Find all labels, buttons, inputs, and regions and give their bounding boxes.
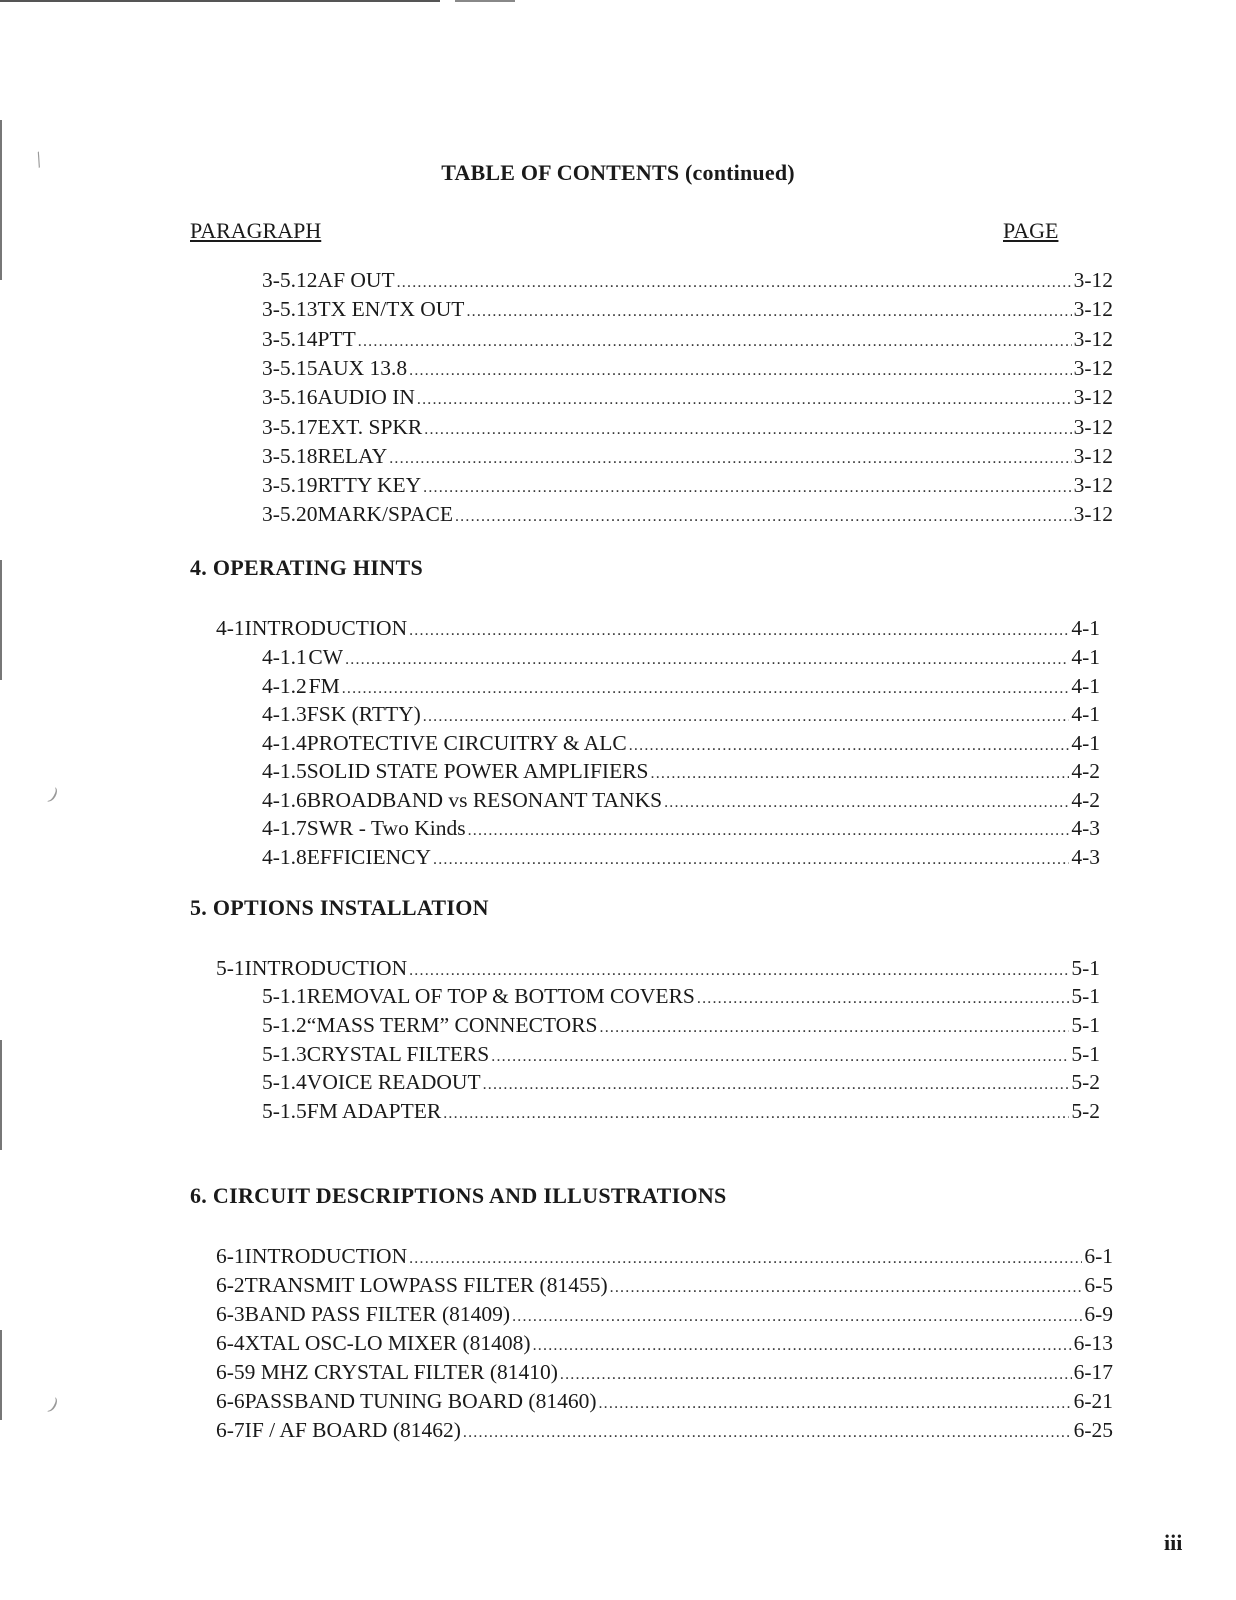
scan-artifact: ) xyxy=(45,784,62,807)
toc-entry-title: INTRODUCTION xyxy=(244,616,408,640)
toc-entry-title: SWR - Two Kinds xyxy=(306,816,466,840)
toc-entry xyxy=(262,500,1113,528)
toc-entry-page: 6-5 xyxy=(1084,1273,1113,1297)
toc-leader-dots xyxy=(423,703,1070,731)
toc-entry-page: 4-3 xyxy=(1071,816,1100,840)
toc-entry-page: 4-1 xyxy=(1071,616,1100,640)
toc-entry xyxy=(262,295,1113,323)
toc-entry xyxy=(262,786,1100,814)
page-number: iii xyxy=(1164,1530,1183,1555)
toc-entry-title: PTT xyxy=(317,326,356,351)
toc-entry-page: 3-12 xyxy=(1073,473,1113,498)
toc-entry xyxy=(262,413,1113,441)
toc-entry xyxy=(216,1329,1113,1357)
toc-entry-page: 4-2 xyxy=(1071,787,1100,812)
toc-entry-page: 6-25 xyxy=(1073,1418,1113,1442)
toc-leader-dots xyxy=(629,732,1070,760)
toc-entry xyxy=(216,614,1100,642)
toc-entry-title: XTAL OSC-LO MIXER (81408) xyxy=(244,1331,531,1355)
toc-entry-number: 4-1.8 xyxy=(262,844,307,869)
toc-entry xyxy=(262,266,1113,294)
toc-entry xyxy=(262,1068,1100,1096)
toc-entry xyxy=(262,700,1100,728)
toc-entry-page: 4-1 xyxy=(1071,730,1100,755)
toc-entry-title: EXT. SPKR xyxy=(317,414,423,439)
toc-entry xyxy=(216,1300,1113,1328)
toc-leader-dots xyxy=(389,445,1071,473)
toc-entry-title: CRYSTAL FILTERS xyxy=(306,1041,490,1066)
toc-entry xyxy=(216,1358,1113,1386)
toc-leader-dots xyxy=(409,1245,1082,1273)
toc-leader-dots xyxy=(397,269,1072,297)
toc-entry xyxy=(262,672,1100,700)
toc-entry xyxy=(262,471,1113,499)
toc-leader-dots xyxy=(409,357,1071,385)
toc-leader-dots xyxy=(600,1014,1070,1042)
toc-entry-page: 4-1 xyxy=(1071,673,1100,698)
toc-entry-number: 6-2 xyxy=(216,1273,245,1297)
toc-entry-title: CW xyxy=(308,645,344,669)
toc-leader-dots xyxy=(560,1361,1072,1389)
toc-entry xyxy=(216,1271,1113,1299)
toc-entry-title: TX EN/TX OUT xyxy=(317,297,465,322)
toc-leader-dots xyxy=(483,1071,1070,1099)
toc-entry-page: 3-12 xyxy=(1073,355,1113,380)
toc-entry-number: 3-5.18 xyxy=(262,443,318,468)
toc-entry-number: 6-7 xyxy=(216,1418,245,1442)
toc-entry-title: TRANSMIT LOWPASS FILTER (81455) xyxy=(244,1273,608,1297)
toc-entry xyxy=(216,954,1100,982)
toc-entry-title: AUDIO IN xyxy=(317,385,415,410)
toc-entry-title: RTTY KEY xyxy=(317,473,422,498)
toc-entry xyxy=(216,1416,1113,1444)
toc-entry-page: 3-12 xyxy=(1073,443,1113,468)
toc-entry-number: 3-5.13 xyxy=(262,297,318,322)
toc-leader-dots xyxy=(443,1100,1069,1128)
toc-entry-page: 6-21 xyxy=(1073,1389,1113,1413)
toc-entry xyxy=(262,843,1100,871)
toc-entry-page: 3-12 xyxy=(1073,414,1113,439)
toc-entry-number: 4-1.1 xyxy=(262,645,307,669)
toc-leader-dots xyxy=(433,846,1069,874)
toc-entry-title: INTRODUCTION xyxy=(244,956,408,980)
toc-entry-page: 5-2 xyxy=(1071,1099,1100,1124)
toc-entry-number: 6-1 xyxy=(216,1244,245,1268)
toc-entry-number: 3-5.14 xyxy=(262,326,318,351)
toc-entry-number: 5-1.2 xyxy=(262,1012,307,1037)
toc-leader-dots xyxy=(491,1043,1069,1071)
toc-entry-number: 3-5.20 xyxy=(262,502,318,527)
toc-entry-title: PROTECTIVE CIRCUITRY & ALC xyxy=(306,730,627,755)
toc-entry-page: 6-1 xyxy=(1084,1244,1113,1268)
toc-leader-dots xyxy=(466,298,1071,326)
toc-entry-number: 5-1 xyxy=(216,956,245,980)
toc-entry xyxy=(262,729,1100,757)
toc-entry-number: 3-5.17 xyxy=(262,414,318,439)
toc-leader-dots xyxy=(468,817,1070,845)
scan-edge-top xyxy=(0,0,440,2)
toc-leader-dots xyxy=(409,617,1069,645)
toc-entry xyxy=(262,757,1100,785)
section-heading-5: 5. OPTIONS INSTALLATION xyxy=(190,895,489,920)
toc-entry-page: 3-12 xyxy=(1073,268,1113,292)
toc-entry-number: 3-5.15 xyxy=(262,355,318,380)
scan-edge-left xyxy=(0,120,2,280)
toc-leader-dots xyxy=(424,416,1071,444)
toc-leader-dots xyxy=(342,675,1070,703)
toc-entry-number: 3-5.16 xyxy=(262,385,318,410)
toc-entry xyxy=(262,643,1100,671)
page-column-header: PAGE xyxy=(1003,218,1059,243)
toc-entry xyxy=(262,325,1113,353)
toc-leader-dots xyxy=(358,328,1072,356)
toc-entry-title: INTRODUCTION xyxy=(244,1244,408,1268)
toc-entry-page: 5-1 xyxy=(1071,1041,1100,1066)
toc-entry-title: RELAY xyxy=(317,443,388,468)
toc-leader-dots xyxy=(610,1274,1083,1302)
toc-leader-dots xyxy=(533,1332,1072,1360)
paragraph-column-header: PARAGRAPH xyxy=(190,218,322,243)
toc-entry-title: “MASS TERM” CONNECTORS xyxy=(306,1012,598,1037)
toc-leader-dots xyxy=(409,957,1069,985)
toc-entry xyxy=(262,354,1113,382)
toc-entry-page: 4-1 xyxy=(1071,702,1100,726)
toc-entry xyxy=(262,982,1100,1010)
toc-entry-page: 4-1 xyxy=(1071,645,1100,669)
toc-entry xyxy=(262,442,1113,470)
toc-entry-page: 6-17 xyxy=(1073,1360,1113,1384)
toc-entry-title: FM xyxy=(308,673,340,698)
toc-entry-title: REMOVAL OF TOP & BOTTOM COVERS xyxy=(306,984,695,1008)
toc-entry-number: 6-3 xyxy=(216,1302,245,1326)
scan-edge-top-fragment xyxy=(455,0,515,2)
toc-entry-number: 4-1 xyxy=(216,616,245,640)
toc-entry xyxy=(216,1387,1113,1415)
scan-edge-left xyxy=(0,1040,2,1150)
toc-entry-number: 5-1.3 xyxy=(262,1041,307,1066)
toc-leader-dots xyxy=(664,789,1069,817)
toc-entry-page: 5-2 xyxy=(1071,1070,1100,1095)
toc-entry-number: 4-1.4 xyxy=(262,730,307,755)
toc-entry-page: 5-1 xyxy=(1071,1012,1100,1037)
toc-entry xyxy=(262,1011,1100,1039)
toc-leader-dots xyxy=(463,1419,1072,1447)
section-heading-6: 6. CIRCUIT DESCRIPTIONS AND ILLUSTRATIONS xyxy=(190,1183,727,1208)
toc-entry-title: AF OUT xyxy=(317,268,395,292)
toc-entry-page: 4-3 xyxy=(1071,844,1100,869)
toc-entry-number: 3-5.19 xyxy=(262,473,318,498)
toc-entry-page: 5-1 xyxy=(1071,956,1100,980)
toc-entry-title: IF / AF BOARD (81462) xyxy=(244,1418,461,1442)
toc-leader-dots xyxy=(512,1303,1082,1331)
scan-artifact: ⁄ xyxy=(32,151,47,170)
toc-entry-page: 6-13 xyxy=(1073,1331,1113,1355)
scan-edge-left xyxy=(0,560,2,680)
toc-entry-page: 3-12 xyxy=(1073,326,1113,351)
toc-entry-number: 5-1.4 xyxy=(262,1070,307,1095)
toc-leader-dots xyxy=(345,646,1069,674)
toc-entry-title: VOICE READOUT xyxy=(306,1070,481,1095)
toc-leader-dots xyxy=(598,1390,1071,1418)
toc-entry-page: 3-12 xyxy=(1073,502,1113,527)
toc-entry-page: 6-9 xyxy=(1084,1302,1113,1326)
toc-entry-number: 4-1.3 xyxy=(262,702,307,726)
toc-entry-title: FSK (RTTY) xyxy=(306,702,421,726)
toc-entry-title: AUX 13.8 xyxy=(317,355,408,380)
scan-artifact: ) xyxy=(45,1394,62,1417)
toc-entry-page: 3-12 xyxy=(1073,297,1113,322)
toc-entry-page: 5-1 xyxy=(1071,984,1100,1008)
toc-entry-page: 3-12 xyxy=(1073,385,1113,410)
toc-entry-title: EFFICIENCY xyxy=(306,844,432,869)
toc-entry-title: FM ADAPTER xyxy=(306,1099,442,1124)
toc-leader-dots xyxy=(697,985,1069,1013)
toc-entry-title: BAND PASS FILTER (81409) xyxy=(244,1302,511,1326)
toc-entry-number: 5-1.5 xyxy=(262,1099,307,1124)
section-heading-4: 4. OPERATING HINTS xyxy=(190,555,423,580)
toc-entry-number: 6-6 xyxy=(216,1389,245,1413)
toc-entry-number: 4-1.2 xyxy=(262,673,307,698)
toc-entry xyxy=(262,814,1100,842)
toc-entry-number: 4-1.6 xyxy=(262,787,307,812)
toc-entry-page: 4-2 xyxy=(1071,759,1100,783)
toc-leader-dots xyxy=(423,474,1071,502)
toc-leader-dots xyxy=(455,503,1072,531)
toc-entry xyxy=(216,1242,1113,1270)
toc-entry-title: SOLID STATE POWER AMPLIFIERS xyxy=(306,759,649,783)
toc-entry xyxy=(262,383,1113,411)
toc-entry-number: 4-1.7 xyxy=(262,816,307,840)
toc-entry-number: 3-5.12 xyxy=(262,268,318,292)
toc-leader-dots xyxy=(417,386,1072,414)
toc-entry xyxy=(262,1097,1100,1125)
toc-entry-title: PASSBAND TUNING BOARD (81460) xyxy=(244,1389,597,1413)
toc-entry-number: 5-1.1 xyxy=(262,984,307,1008)
scan-edge-left xyxy=(0,1330,2,1420)
toc-entry-title: BROADBAND vs RESONANT TANKS xyxy=(306,787,663,812)
toc-entry-number: 4-1.5 xyxy=(262,759,307,783)
toc-leader-dots xyxy=(651,760,1070,788)
toc-entry-number: 6-4 xyxy=(216,1331,245,1355)
document-title: TABLE OF CONTENTS (continued) xyxy=(441,160,795,185)
toc-entry xyxy=(262,1040,1100,1068)
toc-entry-title: 9 MHZ CRYSTAL FILTER (81410) xyxy=(244,1360,558,1384)
toc-entry-number: 6-5 xyxy=(216,1360,245,1384)
toc-entry-title: MARK/SPACE xyxy=(317,502,453,527)
